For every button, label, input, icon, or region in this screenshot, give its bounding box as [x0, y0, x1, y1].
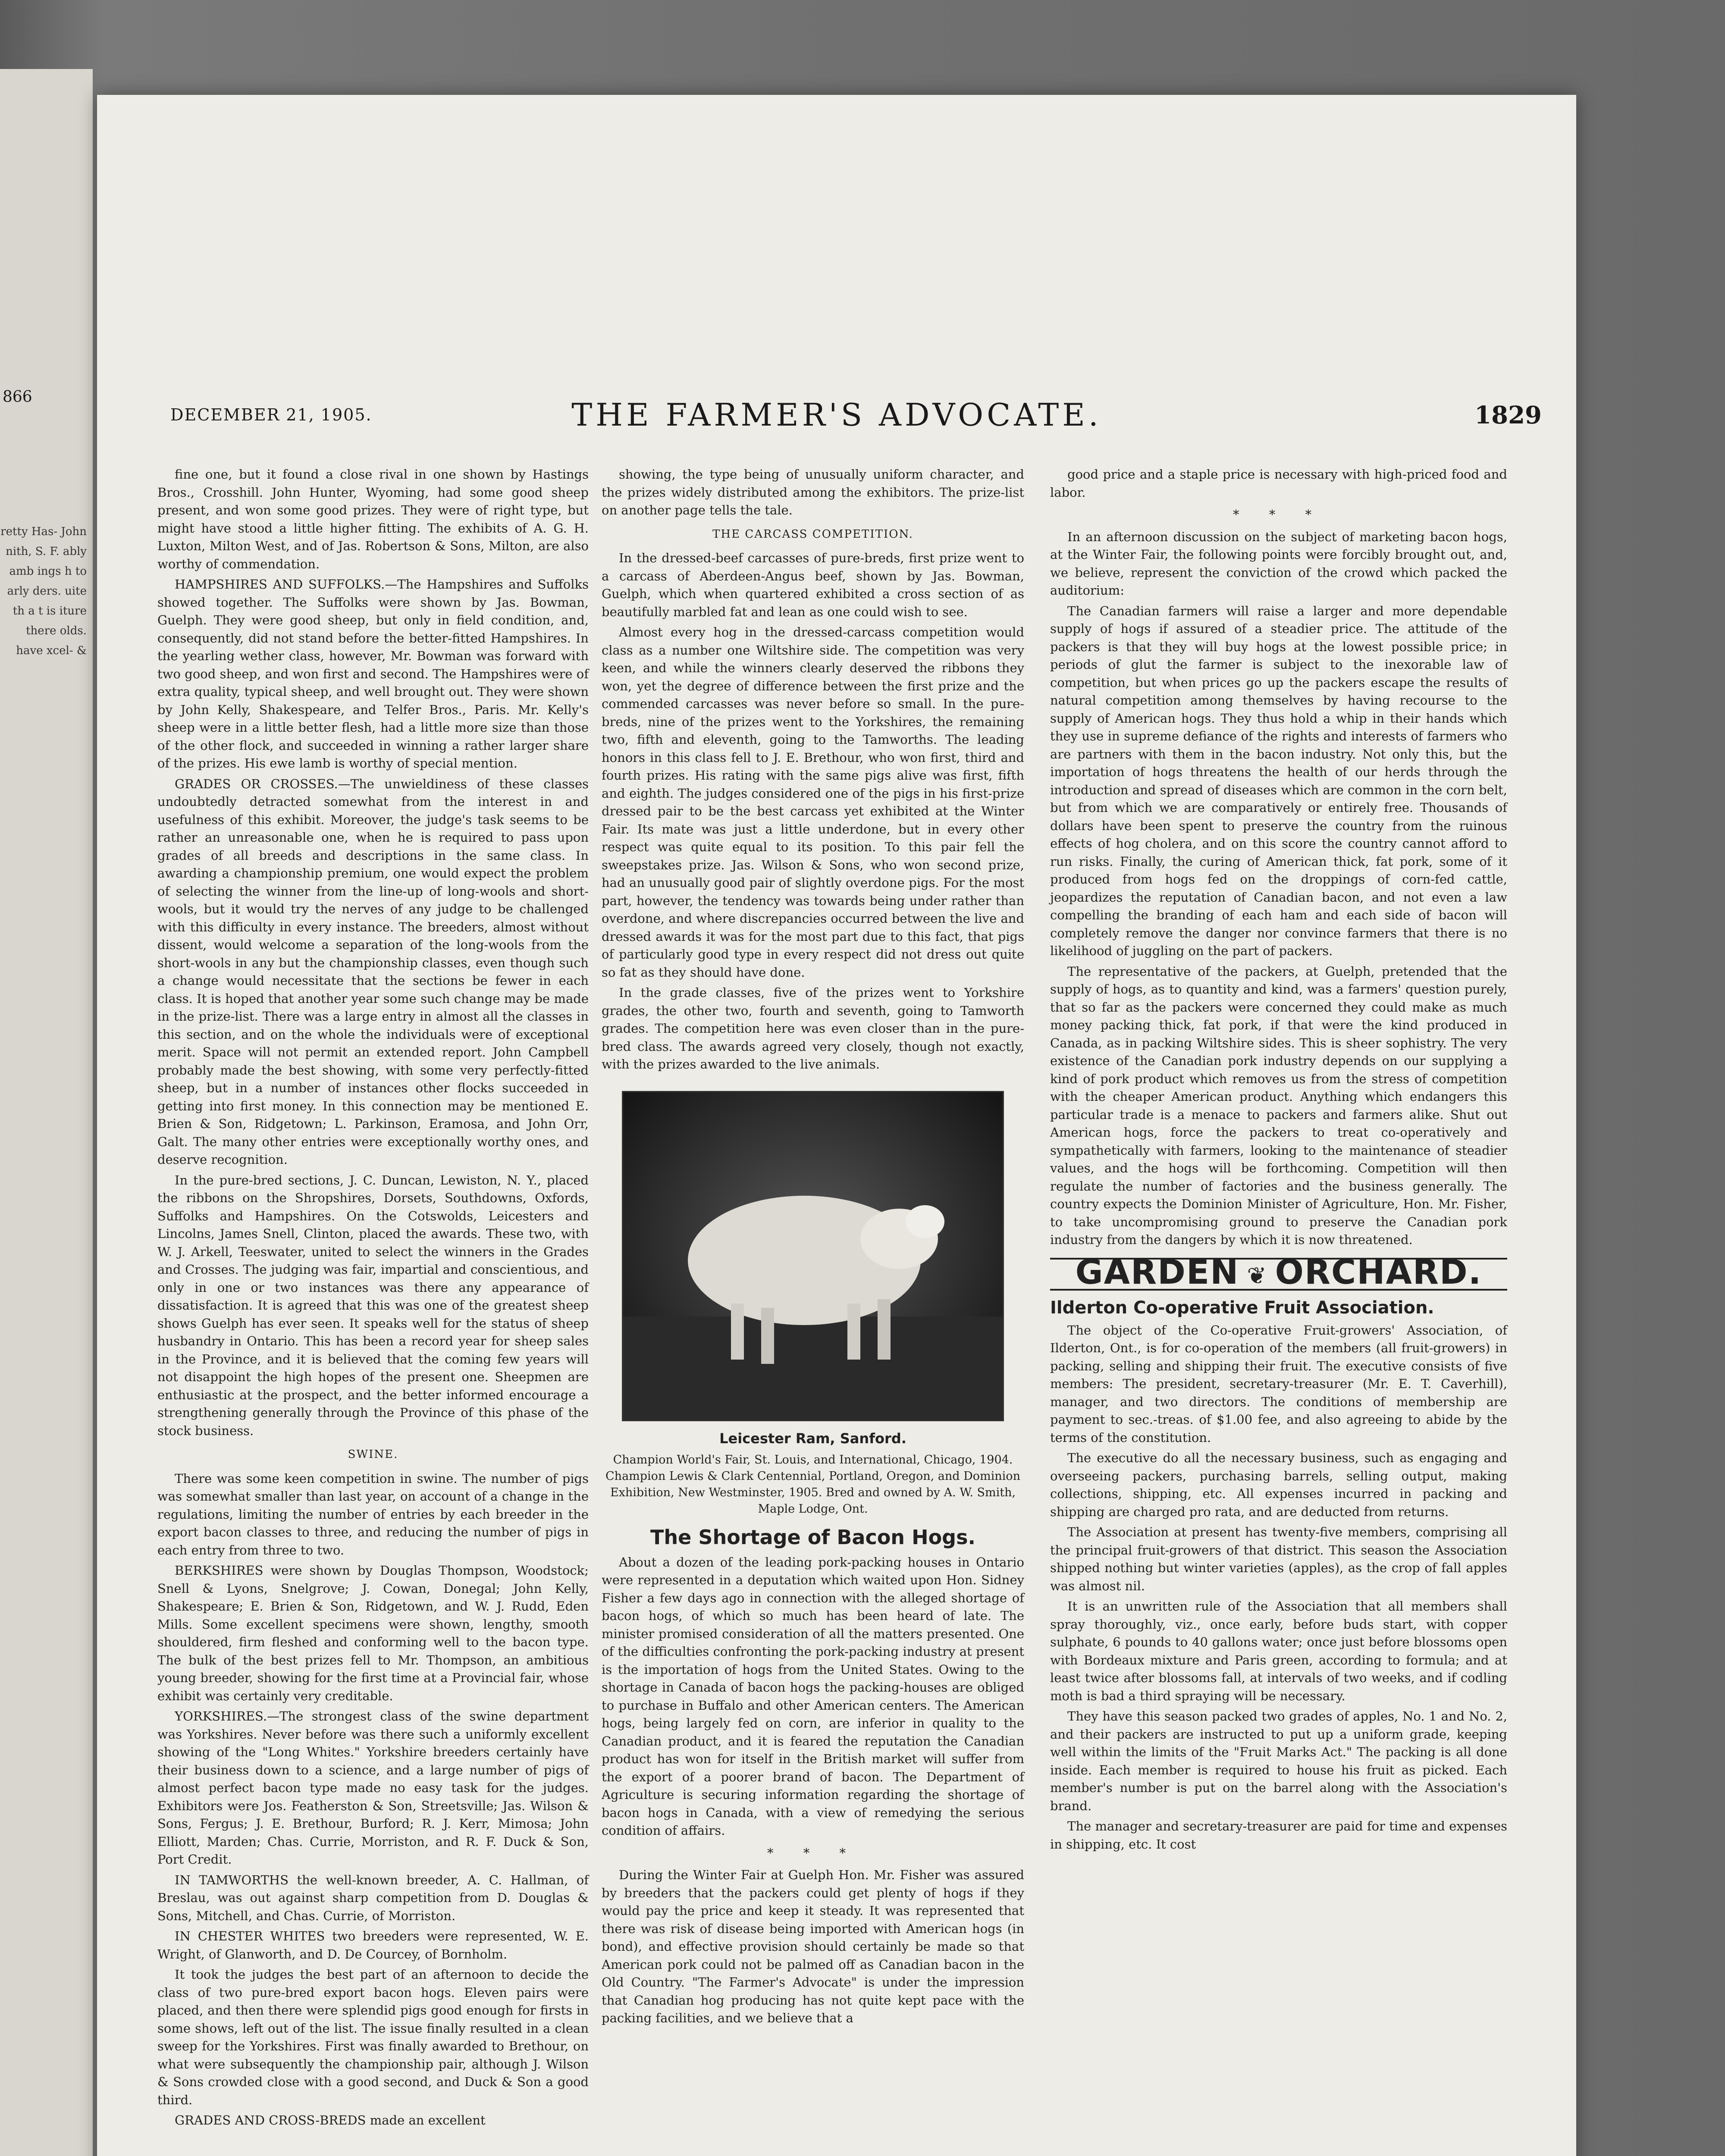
- paragraph: YORKSHIRES.—The strongest class of the swine department was Yorkshires. Never before was there such a uniformly excellent showing of the "Long Whites." Yorkshire breeders certainly have their business down to a science, and a large number of pigs of almost perfect bacon type made no easy task for the judges. Exhibitors were Jos. Featherston & Son, Streetsville; Jas. Wilson & Sons, Fergus; J. E. Brethour, Burford; R. J. Kerr, Mimosa; John Elliott, Marden; Chas. Currie, Morriston, and R. F. Duck & Son, Port Credit.: [157, 1709, 589, 1867]
- paragraph: It is an unwritten rule of the Association that all members shall spray thoroughly, viz., once early, before buds start, with copper sulphate, 6 pounds to 40 gallons water; once just before blossoms open with Bordeaux mixture and Paris green, according to formula; and at least twice after blossoms fall, at intervals of two weeks, and if codling moth is bad a third spraying will be necessary.: [1050, 1599, 1507, 1703]
- page-header: [97, 397, 1576, 457]
- page-number: 1829: [1474, 401, 1542, 429]
- section-subheading: SWINE.: [348, 1448, 398, 1461]
- paragraph: About a dozen of the leading pork-packing houses in Ontario were represented in a deputation which waited upon Hon. Sidney Fisher a few days ago in connection with the alleged shortage of bacon hogs, of which so much has been heard of late. The minister promised consideration of all the matters presented. One of the difficulties confronting the pork-packing industry at present is the importation of hogs from the United States. Owing to the shortage in Canada of bacon hogs the packing-houses are obliged to purchase in Buffalo and other American centers. The American hogs, being largely fed on corn, are inferior in quality to the Canadian product, and it is feared the reputation the Canadian product has won for itself in the British market will suffer from the export of a poorer brand of bacon. The Department of Agriculture is securing information regarding the shortage of bacon hogs in Canada, with a view of remedying the serious condition of affairs.: [602, 1554, 1024, 1838]
- paragraph: The manager and secretary-treasurer are paid for time and expenses in shipping, etc. It cost: [1050, 1819, 1507, 1852]
- masthead-title: THE FARMER'S ADVOCATE.: [571, 397, 1102, 433]
- paragraph: During the Winter Fair at Guelph Hon. Mr. Fisher was assured by breeders that the packers could get plenty of hogs if they would pay the price and keep it steady. It was represented that there was risk of disease being imported with American hogs (in bond), and effective provision should certainly be made so that American pork could not be palmed off as Canadian bacon in the Old Country. "The Farmer's Advocate" is under the impression that Canadian hog producing has not quite kept pace with the packing facilities, and we believe that a: [602, 1868, 1024, 2025]
- sheep-image: [623, 1092, 1003, 1420]
- column-1: [157, 466, 589, 2132]
- issue-date: DECEMBER 21, 1905.: [170, 405, 372, 424]
- left-page-number: 866: [3, 388, 32, 406]
- banner-right-word: ORCHARD.: [1275, 1253, 1482, 1292]
- paragraph: The Association at present has twenty-five members, comprising all the principal fruit-growers of that district. This season the Association shipped nothing but winter varieties (apples), as the crop of fall apples was almost nil.: [1050, 1525, 1507, 1593]
- paragraph: The executive do all the necessary business, such as engaging and overseeing packers, purchasing barrels, selling output, making collections, shipping, etc. All expenses incurred in packing and shipping are charged pro rata, and are deducted from returns.: [1050, 1451, 1507, 1519]
- left-page-fragments: retty Has- John nith, S. F. ably amb ings h to arly ders. uite th a t is iture there olds. have xcel- &: [0, 525, 87, 657]
- paragraph: The Canadian farmers will raise a larger and more dependable supply of hogs if assured of a steadier price. The attitude of the packers is that they will buy hogs at the lowest possible price; in periods of glut the farmer is subject to the inexorable law of competition, but when prices go up the packers escape the results of natural competition among themselves by having recourse to the supply of American hogs. They thus hold a whip in their hands which they use in supreme defiance of the rights and interests of farmers who are partners with them in the bacon industry. Not only this, but the importation of hogs threatens the health of our herds through the introduction and spread of diseases which are common in the corn belt, but from which we are comparatively or entirely free. Thousands of dollars have been spent to preserve the country from the ruinous effects of hog cholera, and on this score the country cannot afford to run risks. Finally, the curing of American thick, fat pork, some of it produced from hogs fed on the droppings of corn-fed cattle, jeopardizes the reputation of Canadian bacon, and not even a law compelling the branding of each ham and each side of bacon will completely remove the danger nor convince farmers that there is no likelihood of juggling on the part of packers.: [1050, 603, 1507, 958]
- article-heading: The Shortage of Bacon Hogs.: [650, 1526, 975, 1549]
- paragraph: good price and a staple price is necessary with high-priced food and labor.: [1050, 467, 1507, 500]
- paragraph: HAMPSHIRES AND SUFFOLKS.—The Hampshires and Suffolks showed together. The Suffolks were shown by Jas. Bowman, Guelph. They were good sheep, but only in field condition, and, consequently, did not stand before the better-fitted Hampshires. In the yearling wether class, however, Mr. Bowman was forward with two good sheep, and won first and second. The Hampshires were of extra quality, typical sheep, and well brought out. They were shown by John Kelly, Shakespeare, and Telfer Bros., Paris. Mr. Kelly's sheep were in a little better flesh, had a little more size than those of the other flock, and succeeded in winning a rather larger share of the prizes. His ewe lamb is worthy of special mention.: [157, 577, 589, 771]
- sheep-photograph: [622, 1091, 1004, 1421]
- paragraph: In the dressed-beef carcasses of pure-breds, first prize went to a carcass of Aberdeen-Angus beef, shown by Jas. Bowman, Guelph, which when quartered exhibited a cross section of as beautifully marbled fat and lean as one could wish to see.: [602, 551, 1024, 619]
- column-3: [1050, 466, 1507, 1856]
- photo-caption: Champion World's Fair, St. Louis, and International, Chicago, 1904. Champion Lewis & Clark Centennial, Portland, Oregon, and Dominion Exhibition, New Westminster, 1905. Bred and owned by A. W. Smith, Maple Lodge, Ont.: [605, 1453, 1020, 1516]
- paragraph: The representative of the packers, at Guelph, pretended that the supply of hogs, as to quantity and kind, was a farmers' question purely, that so far as the packers were concerned they could make as much money packing thick, fat pork, if that were the kind produced in Canada, as in packing Wiltshire sides. This is sheer sophistry. The very existence of the Canadian pork industry depends on our supplying a kind of pork product which removes us from the stress of competition with the cheaper American product. Anything which endangers this particular trade is a menace to packers and farmers alike. Shut out American hogs, force the packers to treat co-operatively and sympathetically with farmers, looking to the maintenance of steadier values, and the hogs will be forthcoming. Competition will then regulate the number of factories and the business generally. The country expects the Dominion Minister of Agriculture, Hon. Mr. Fisher, to take uncompromising ground to preserve the Canadian pork industry from the dangers by which it is now threatened.: [1050, 964, 1507, 1247]
- banner-left-word: GARDEN: [1075, 1253, 1239, 1292]
- paragraph: showing, the type being of unusually uniform character, and the prizes widely distributed among the exhibitors. The prize-list on another page tells the tale.: [602, 467, 1024, 517]
- paragraph: It took the judges the best part of an afternoon to decide the class of two pure-bred export bacon hogs. Eleven pairs were placed, and then there were splendid pigs good enough for firsts in some shows, left out of the list. The issue finally resulted in a clean sweep for the Yorkshires. First was finally awarded to Brethour, on what were subsequently the championship pair, although J. Wilson & Sons crowded close with a good second, and Duck & Son a good third.: [157, 1967, 589, 2107]
- paragraph: IN CHESTER WHITES two breeders were represented, W. E. Wright, of Glanworth, and D. De Courcey, of Bornholm.: [157, 1929, 589, 1962]
- column-2: [602, 466, 1024, 2030]
- garden-orchard-banner: [1050, 1253, 1507, 1292]
- section-break-stars: * * *: [767, 1845, 859, 1860]
- article-heading: Ilderton Co-operative Fruit Association.: [1050, 1298, 1434, 1318]
- adjacent-page-edge: [0, 69, 93, 2156]
- section-break-stars: * * *: [1233, 507, 1324, 522]
- paragraph: There was some keen competition in swine. The number of pigs was somewhat smaller than last year, on account of a change in the regulations, limiting the number of entries by each breeder in the export bacon classes to three, and reducing the number of pigs in each entry from three to two.: [157, 1471, 589, 1557]
- paragraph: Almost every hog in the dressed-carcass competition would class as a number one Wiltshire side. The competition was very keen, and while the winners clearly deserved the ribbons they won, yet the degree of difference between the first prize and the commended carcasses was never before so small. In the pure-breds, nine of the prizes went to the Yorkshires, the remaining two, fifth and eleventh, going to the Tamworths. The leading honors in this class fell to J. E. Brethour, who won first, third and fourth prizes. His rating with the same pigs alive was first, fifth and eighth. The judges considered one of the pigs in his first-prize dressed pair to be the best carcass yet exhibited at the Winter Fair. Its mate was just a little underdone, but in every other respect was quite equal to its position. To this pair fell the sweepstakes prize. Jas. Wilson & Sons, who won second prize, had an unusually good pair of slightly overdone pigs. For the most part, however, the tendency was towards being under rather than overdone, and where discrepancies occurred between the live and dressed awards it was for the most part due to this fact, that pigs of particularly good type in every respect did not dress out quite so fat as they should have done.: [602, 625, 1024, 980]
- paragraph: IN TAMWORTHS the well-known breeder, A. C. Hallman, of Breslau, was out against sharp competition from D. Douglas & Sons, Mitchell, and Chas. Currie, of Morriston.: [157, 1872, 589, 1923]
- section-subheading: THE CARCASS COMPETITION.: [712, 527, 913, 541]
- paragraph: They have this season packed two grades of apples, No. 1 and No. 2, and their packers are instructed to put up a uniform grade, keeping well within the limits of the "Fruit Marks Act." The packing is all done inside. Each member is required to house his fruit as picked. Each member's number is put on the barrel along with the Association's brand.: [1050, 1709, 1507, 1813]
- paragraph: The object of the Co-operative Fruit-growers' Association, of Ilderton, Ont., is for co-operation of the members (all fruit-growers) in packing, selling and shipping their fruit. The executive consists of five members: The president, secretary-treasurer (Mr. E. T. Caverhill), manager, and two directors. The conditions of membership are payment to sec.-treas. of $1.00 fee, and also agreeing to abide by the terms of the constitution.: [1050, 1322, 1507, 1445]
- paragraph: In the grade classes, five of the prizes went to Yorkshire grades, the other two, fourth and seventh, going to Tamworth grades. The competition here was even closer than in the pure-bred class. The awards agreed very closely, though not exactly, with the prizes awarded to the live animals.: [602, 985, 1024, 1072]
- paragraph: GRADES AND CROSS-BREDS made an excellent: [175, 2113, 486, 2128]
- leaf-ornament-icon: ❦: [1247, 1262, 1267, 1289]
- paragraph: BERKSHIRES were shown by Douglas Thompson, Woodstock; Snell & Lyons, Snelgrove; J. Cowan, Donegal; John Kelly, Shakespeare; E. Brien & Son, Ridgetown, and W. J. Rudd, Eden Mills. Some excellent specimens were shown, lengthy, smooth shouldered, firm fleshed and conforming well to the bacon type. The bulk of the best prizes fell to Mr. Thompson, an ambitious young breeder, showing for the first time at a Provincial fair, whose exhibit was certainly very creditable.: [157, 1563, 589, 1703]
- paragraph: GRADES OR CROSSES.—The unwieldiness of these classes undoubtedly detracted somewhat from the interest in and usefulness of this exhibit. Moreover, the judge's task seems to be rather an unreasonable one, when he is required to pass upon grades of all breeds and descriptions in the same class. In awarding a championship premium, one would expect the problem of selecting the winner from the line-up of long-wools and short-wools, but it would try the nerves of any judge to be challenged with this difficulty in every instance. The breeders, almost without dissent, would welcome a separation of the long-wools from the short-wools in any but the championship classes, even though such a change would necessitate that the sections be fewer in each class. It is hoped that another year some such change may be made in the prize-list. There was a large entry in almost all the classes in this section, and on the whole the individuals were of exceptional merit. Space will not permit an extended report. John Campbell probably made the best showing, with some very perfectly-fitted sheep, but in a number of instances other flocks succeeded in getting into first money. In this connection may be mentioned E. Brien & Son, Ridgetown; L. Parkinson, Eramosa, and John Orr, Galt. The many other entries were exceptionally worthy ones, and deserve recognition.: [157, 776, 589, 1167]
- photo-title: Leicester Ram, Sanford.: [719, 1430, 906, 1447]
- paragraph: In an afternoon discussion on the subject of marketing bacon hogs, at the Winter Fair, the following points were forcibly brought out, and, we believe, represent the conviction of the crowd which packed the auditorium:: [1050, 529, 1507, 598]
- paragraph: In the pure-bred sections, J. C. Duncan, Lewiston, N. Y., placed the ribbons on the Shropshires, Dorsets, Southdowns, Oxfords, Suffolks and Hampshires. On the Cotswolds, Leicesters and Lincolns, James Snell, Clinton, placed the awards. These two, with W. J. Arkell, Teeswater, united to select the winners in the Grades and Crosses. The judging was fair, impartial and conscientious, and only in one or two instances was there any appearance of dissatisfaction. It is agreed that this was one of the greatest sheep shows Guelph has ever seen. It speaks well for the status of sheep husbandry in Ontario. This has been a record year for sheep sales in the Province, and it is believed that the coming few years will not disappoint the high hopes of the present one. Sheepmen are enthusiastic at the prospect, and the better informed encourage a strengthening generally through the Province of this phase of the stock business.: [157, 1172, 589, 1438]
- newspaper-page: [97, 95, 1576, 2156]
- paragraph: fine one, but it found a close rival in one shown by Hastings Bros., Crosshill. John Hunter, Wyoming, had some good sheep present, and won some good prizes. They were of right type, but might have stood a little higher fitting. The exhibits of A. G. H. Luxton, Milton West, and of Jas. Robertson & Sons, Milton, are also worthy of commendation.: [157, 467, 589, 571]
